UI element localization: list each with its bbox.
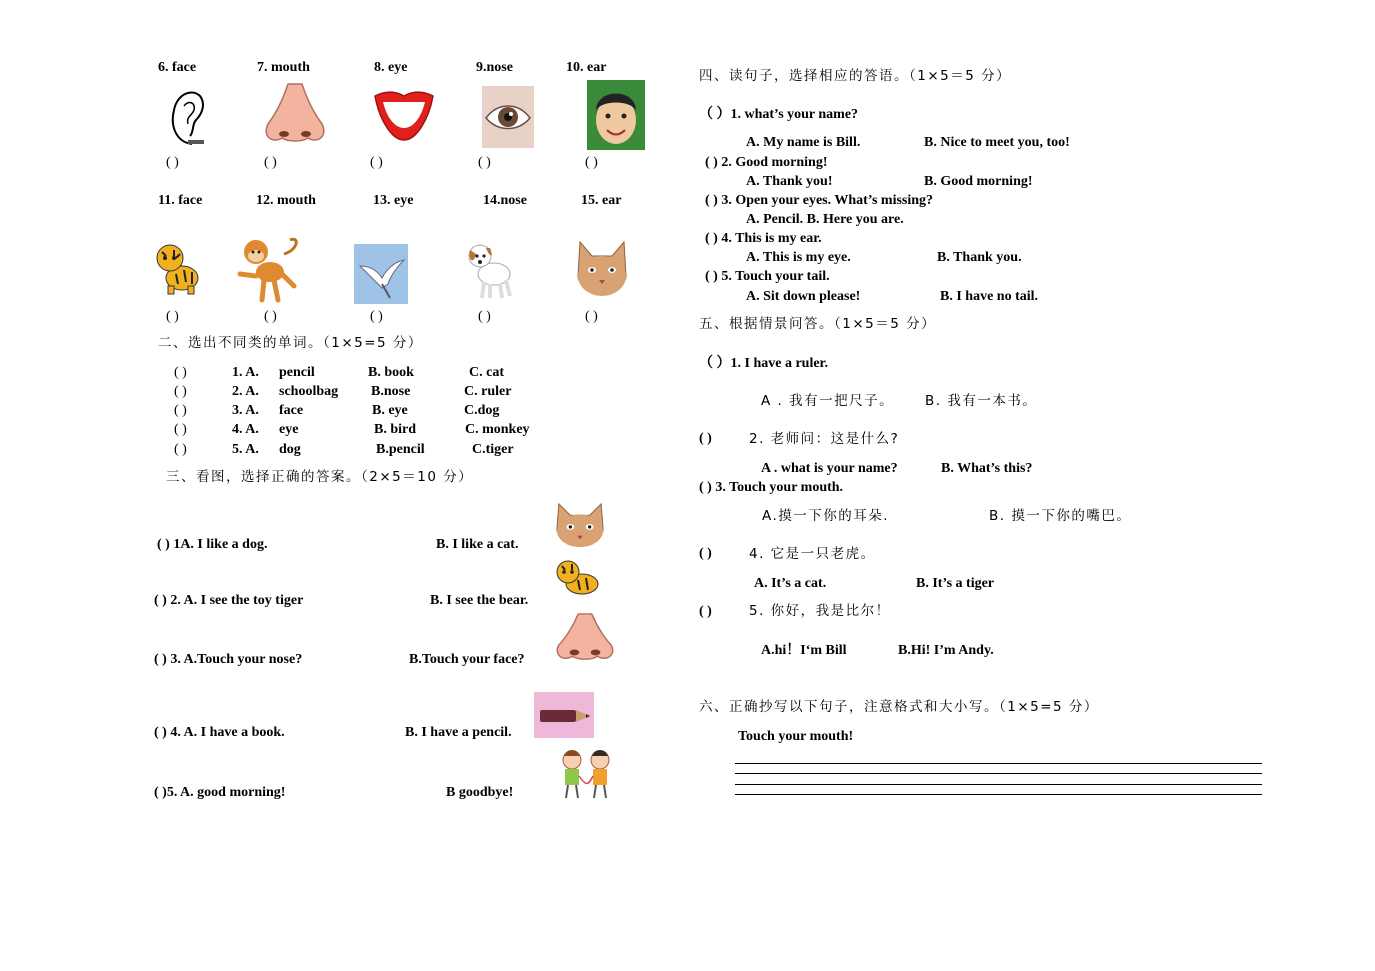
s5-q5-option-a: A.hi！I‘m Bill bbox=[761, 643, 847, 658]
option-a: eye bbox=[279, 422, 299, 437]
s4-q4: ( ) 4. This is my ear. bbox=[705, 231, 822, 246]
writing-line[interactable] bbox=[735, 784, 1262, 785]
s5-q4-option-b: B. It’s a tiger bbox=[916, 576, 995, 591]
s4-q3-options: A. Pencil. B. Here you are. bbox=[746, 212, 904, 227]
answer-blank[interactable]: ( ) bbox=[174, 442, 187, 457]
question-number: 5. A. bbox=[232, 442, 259, 457]
pencil-picture bbox=[534, 692, 594, 738]
nose-picture bbox=[553, 612, 617, 664]
question-number: 1. A. bbox=[232, 365, 259, 380]
mouth-picture bbox=[373, 88, 435, 142]
s4-q1-option-a: A. My name is Bill. bbox=[746, 135, 861, 150]
s5-q1-option-b: B. 我有一本书。 bbox=[925, 393, 1038, 409]
label-10-ear: 10. ear bbox=[566, 60, 607, 75]
s3-item-5-b: B goodbye! bbox=[446, 785, 514, 800]
label-11-face: 11. face bbox=[158, 193, 203, 208]
s3-item-2-a: ( ) 2. A. I see the toy tiger bbox=[154, 593, 304, 608]
s4-q4-option-a: A. This is my eye. bbox=[746, 250, 851, 265]
option-a: schoolbag bbox=[279, 384, 339, 399]
answer-blank[interactable]: ( ) bbox=[166, 155, 179, 170]
s4-q3: ( ) 3. Open your eyes. What’s missing? bbox=[705, 193, 934, 208]
option-a: dog bbox=[279, 442, 301, 457]
s4-q2-option-a: A. Thank you! bbox=[746, 174, 833, 189]
option-c: C. ruler bbox=[464, 384, 512, 399]
dog-picture bbox=[460, 236, 524, 302]
nose-picture bbox=[262, 82, 328, 148]
s4-q2: ( ) 2. Good morning! bbox=[705, 155, 828, 170]
answer-blank[interactable]: ( ) bbox=[699, 431, 712, 446]
section-2-heading: 二、选出不同类的单词。（1×5=5 分） bbox=[158, 335, 423, 351]
s5-q3-option-a: A.摸一下你的耳朵. bbox=[762, 508, 890, 524]
s4-q1: （ ）1. what’s your name? bbox=[699, 107, 859, 122]
option-c: C.dog bbox=[464, 403, 500, 418]
question-number: 4. A. bbox=[232, 422, 259, 437]
s5-q4: 4. 它是一只老虎。 bbox=[749, 546, 876, 562]
tiger-picture bbox=[552, 558, 602, 600]
section-6-heading: 六、正确抄写以下句子，注意格式和大小写。（1×5=5 分） bbox=[699, 699, 1099, 715]
answer-blank[interactable]: ( ) bbox=[264, 309, 277, 324]
s5-q1: （ ）1. I have a ruler. bbox=[699, 356, 828, 371]
s4-q2-option-b: B. Good morning! bbox=[924, 174, 1033, 189]
answer-blank[interactable]: ( ) bbox=[585, 309, 598, 324]
answer-blank[interactable]: ( ) bbox=[699, 604, 712, 619]
writing-line[interactable] bbox=[735, 794, 1262, 795]
s4-q4-option-b: B. Thank you. bbox=[937, 250, 1022, 265]
s5-q3-option-b: B. 摸一下你的嘴巴。 bbox=[989, 508, 1132, 524]
option-c: C. monkey bbox=[465, 422, 530, 437]
copy-sentence: Touch your mouth! bbox=[738, 729, 854, 744]
section-3-heading: 三、看图，选择正确的答案。（2×5＝10 分） bbox=[166, 469, 474, 485]
answer-blank[interactable]: ( ) bbox=[174, 365, 187, 380]
s5-q2-option-b: B. What’s this? bbox=[941, 461, 1033, 476]
option-c: C.tiger bbox=[472, 442, 514, 457]
option-c: C. cat bbox=[469, 365, 504, 380]
bird-picture bbox=[354, 244, 408, 304]
s3-item-4-b: B. I have a pencil. bbox=[405, 725, 512, 740]
s4-q1-option-b: B. Nice to meet you, too! bbox=[924, 135, 1070, 150]
answer-blank[interactable]: ( ) bbox=[699, 546, 712, 561]
answer-blank[interactable]: ( ) bbox=[174, 403, 187, 418]
label-6-face: 6. face bbox=[158, 60, 197, 75]
option-a: face bbox=[279, 403, 304, 418]
s5-q3: ( ) 3. Touch your mouth. bbox=[699, 480, 844, 495]
label-14-nose: 14.nose bbox=[483, 193, 527, 208]
monkey-picture bbox=[234, 234, 302, 304]
s4-q5-option-b: B. I have no tail. bbox=[940, 289, 1039, 304]
label-15-ear: 15. ear bbox=[581, 193, 622, 208]
s5-q5: 5. 你好，我是比尔！ bbox=[749, 603, 891, 619]
s4-q5: ( ) 5. Touch your tail. bbox=[705, 269, 830, 284]
s5-q4-option-a: A. It’s a cat. bbox=[754, 576, 827, 591]
s5-q2-option-a: A . what is your name? bbox=[761, 461, 898, 476]
writing-line[interactable] bbox=[735, 773, 1262, 774]
option-b: B. book bbox=[368, 365, 414, 380]
s3-item-5-a: ( )5. A. good morning! bbox=[154, 785, 286, 800]
label-7-mouth: 7. mouth bbox=[257, 60, 310, 75]
face-picture bbox=[587, 80, 645, 150]
ear-picture bbox=[162, 84, 208, 148]
children-waving-picture bbox=[556, 746, 618, 800]
option-b: B. bird bbox=[374, 422, 417, 437]
option-b: B.pencil bbox=[376, 442, 425, 457]
answer-blank[interactable]: ( ) bbox=[585, 155, 598, 170]
s3-item-1-a: ( ) 1A. I like a dog. bbox=[157, 537, 268, 552]
label-8-eye: 8. eye bbox=[374, 60, 408, 75]
answer-blank[interactable]: ( ) bbox=[264, 155, 277, 170]
option-b: B.nose bbox=[371, 384, 411, 399]
cat-picture bbox=[574, 236, 630, 302]
s3-item-3-b: B.Touch your face? bbox=[409, 652, 525, 667]
question-number: 2. A. bbox=[232, 384, 259, 399]
answer-blank[interactable]: ( ) bbox=[174, 384, 187, 399]
s5-q5-option-b: B.Hi! I’m Andy. bbox=[898, 643, 994, 658]
s3-item-4-a: ( ) 4. A. I have a book. bbox=[154, 725, 285, 740]
label-9-nose: 9.nose bbox=[476, 60, 513, 75]
section-5-heading: 五、根据情景问答。（1×5＝5 分） bbox=[699, 316, 937, 332]
label-13-eye: 13. eye bbox=[373, 193, 414, 208]
option-a: pencil bbox=[279, 365, 315, 380]
tiger-picture bbox=[152, 240, 202, 296]
answer-blank[interactable]: ( ) bbox=[166, 309, 179, 324]
s3-item-1-b: B. I like a cat. bbox=[436, 537, 519, 552]
eye-picture bbox=[482, 86, 534, 148]
s3-item-3-a: ( ) 3. A.Touch your nose? bbox=[154, 652, 303, 667]
s5-q2: 2. 老师问：这是什么? bbox=[749, 431, 900, 447]
label-12-mouth: 12. mouth bbox=[256, 193, 316, 208]
s3-item-2-b: B. I see the bear. bbox=[430, 593, 529, 608]
question-number: 3. A. bbox=[232, 403, 259, 418]
section-4-heading: 四、读句子，选择相应的答语。（1×5＝5 分） bbox=[699, 68, 1012, 84]
writing-line[interactable] bbox=[735, 763, 1262, 764]
answer-blank[interactable]: ( ) bbox=[478, 155, 491, 170]
answer-blank[interactable]: ( ) bbox=[478, 309, 491, 324]
s5-q1-option-a: A . 我有一把尺子。 bbox=[761, 393, 895, 409]
answer-blank[interactable]: ( ) bbox=[370, 309, 383, 324]
cat-picture bbox=[553, 500, 607, 550]
s4-q5-option-a: A. Sit down please! bbox=[746, 289, 861, 304]
answer-blank[interactable]: ( ) bbox=[370, 155, 383, 170]
answer-blank[interactable]: ( ) bbox=[174, 422, 187, 437]
option-b: B. eye bbox=[372, 403, 408, 418]
